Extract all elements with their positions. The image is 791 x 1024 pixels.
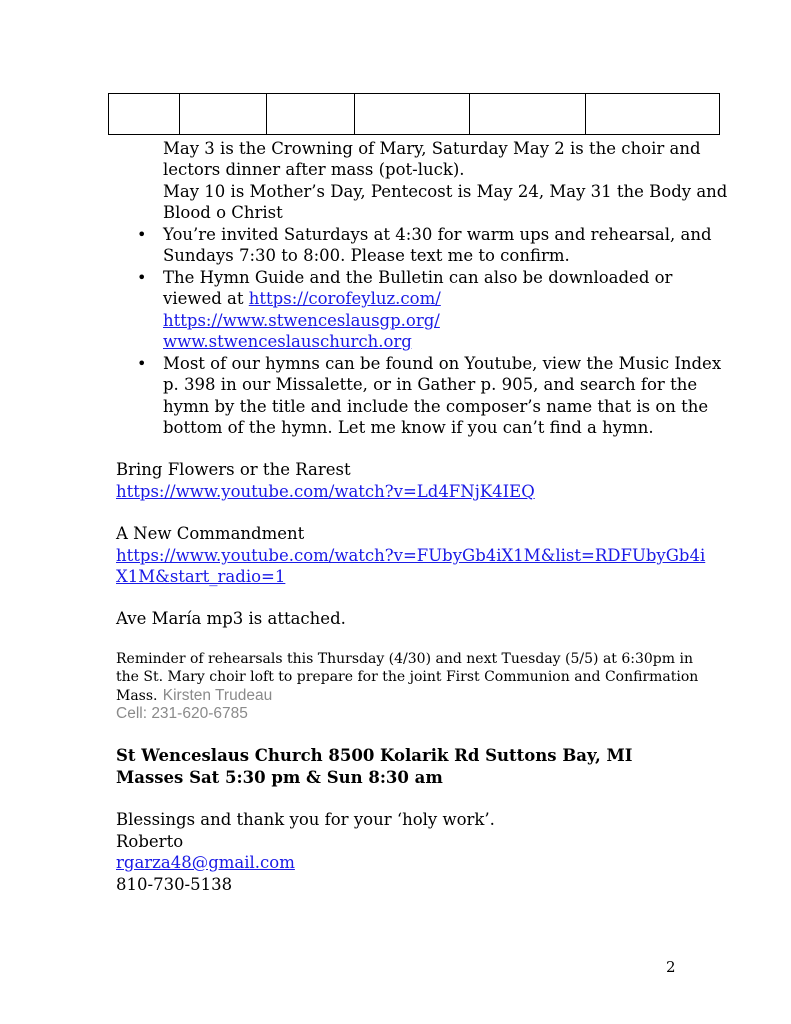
song-link-line (116, 481, 535, 502)
intro-line: Blood o Christ (163, 203, 283, 222)
viewed-at-label: viewed at (163, 289, 249, 308)
closing-blessing: Blessings and thank you for your ‘holy work’. (116, 810, 495, 829)
bullet-text: hymn by the title and include the composer’s name that is on the (163, 397, 709, 416)
bullet-text: p. 398 in our Missalette, or in Gather p. 905, and search for the (163, 375, 698, 394)
table-cell (180, 94, 267, 135)
stwenceslauschurch-link[interactable]: www.stwenceslauschurch.org (163, 332, 412, 351)
song-title: Bring Flowers or the Rarest (116, 460, 351, 479)
song-youtube-link[interactable]: https://www.youtube.com/watch?v=Ld4FNjK4IEQ (116, 482, 535, 501)
phone-number: 810-730-5138 (116, 875, 233, 894)
schedule-table-row (108, 93, 720, 135)
table-cell (109, 94, 180, 135)
email-line (116, 852, 295, 873)
song-youtube-link-continued[interactable]: X1M&start_radio=1 (116, 567, 286, 586)
mass-times: Masses Sat 5:30 pm & Sun 8:30 am (116, 768, 443, 787)
song-youtube-link[interactable]: https://www.youtube.com/watch?v=FUbyGb4iX1M&list=RDFUbyGb4i (116, 546, 706, 565)
closing-name: Roberto (116, 832, 184, 851)
intro-line: May 3 is the Crowning of Mary, Saturday May 2 is the choir and (163, 139, 701, 158)
bullet-text: Sundays 7:30 to 8:00. Please text me to confirm. (163, 246, 570, 265)
church-address: St Wenceslaus Church 8500 Kolarik Rd Suttons Bay, MI (116, 746, 633, 765)
reminder-line: the St. Mary choir loft to prepare for the joint First Communion and Confirmation (116, 669, 699, 685)
signature-cell: Cell: 231-620-6785 (116, 705, 248, 722)
reminder-line: Reminder of rehearsals this Thursday (4/30) and next Tuesday (5/5) at 6:30pm in (116, 651, 693, 667)
reminder-line: Mass. (116, 688, 158, 704)
stwenceslauschurch-link-line (163, 331, 412, 352)
table-cell (586, 94, 720, 135)
bullet-dot: • (137, 225, 147, 244)
bullet-text: Most of our hymns can be found on Youtube, view the Music Index (163, 354, 722, 373)
intro-line: May 10 is Mother’s Day, Pentecost is May 24, May 31 the Body and (163, 182, 728, 201)
table-cell (355, 94, 470, 135)
song-link-line (116, 545, 705, 566)
table-cell (267, 94, 355, 135)
page-number: 2 (666, 958, 676, 976)
signature-name: Kirsten Trudeau (162, 687, 273, 704)
bullet-text-line (163, 288, 441, 309)
table-cell (470, 94, 586, 135)
bullet-dot: • (137, 354, 147, 373)
email-link[interactable]: rgarza48@gmail.com (116, 853, 295, 872)
bullet-text: bottom of the hymn. Let me know if you can’t find a hymn. (163, 418, 654, 437)
bullet-text: The Hymn Guide and the Bulletin can also be downloaded or (163, 268, 673, 287)
stwenceslausgp-link[interactable]: https://www.stwenceslausgp.org/ (163, 311, 440, 330)
reminder-last-line (116, 685, 272, 706)
song-link-line (116, 566, 285, 587)
bullet-text: You’re invited Saturdays at 4:30 for warm ups and rehearsal, and (163, 225, 712, 244)
stwenceslausgp-link-line (163, 310, 440, 331)
intro-line: lectors dinner after mass (pot-luck). (163, 160, 465, 179)
bullet-dot: • (137, 268, 147, 287)
corofeyluz-link[interactable]: https://corofeyluz.com/ (248, 289, 441, 308)
song-title: A New Commandment (116, 524, 305, 543)
ave-maria-note: Ave María mp3 is attached. (116, 609, 346, 628)
